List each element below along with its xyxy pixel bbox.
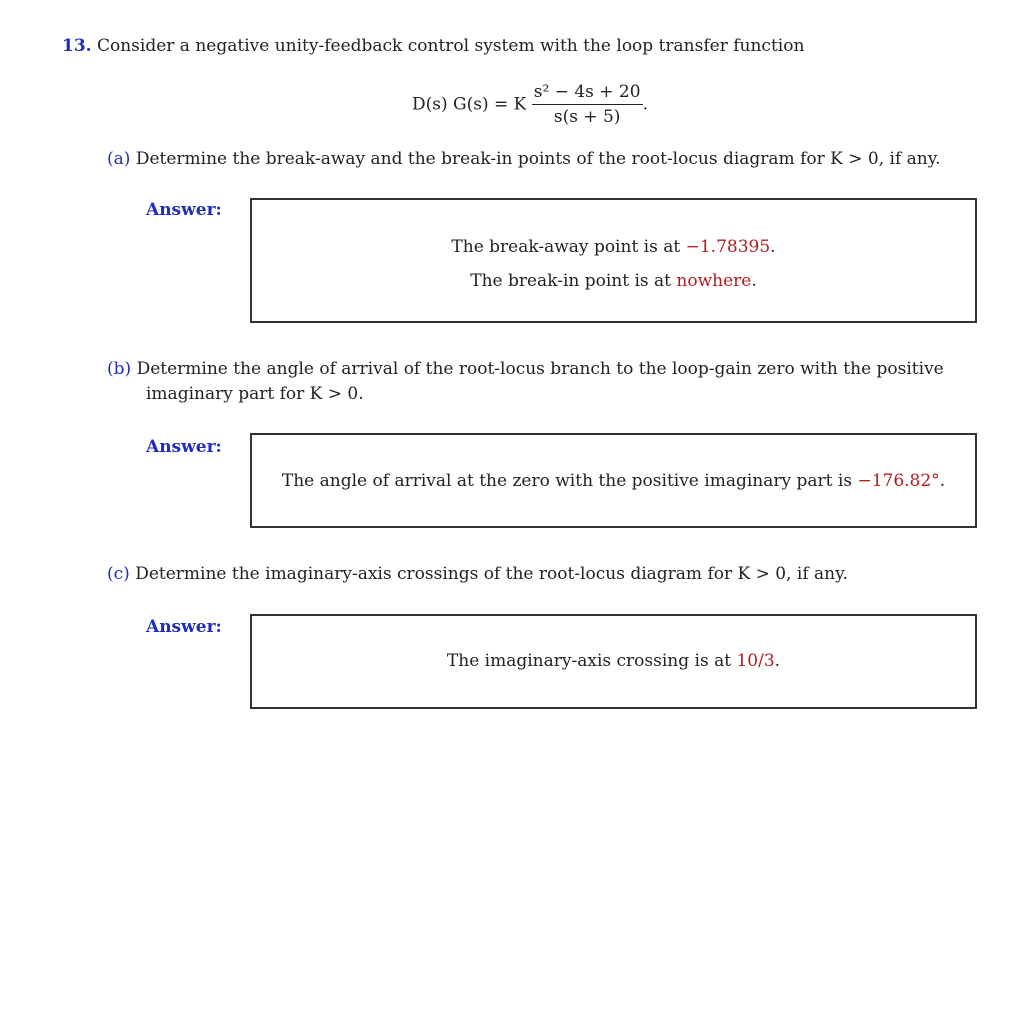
part-b-answer-line [252,470,975,492]
crossing-prefix: The imaginary-axis crossing is at [446,651,737,671]
part-b-text-1: Determine the angle of arrival of the root-locus branch to the loop-gain zero with the positive [136,359,944,379]
break-away-suffix: . [770,237,776,257]
part-b-answer-label: Answer: [146,437,222,457]
angle-prefix: The angle of arrival at the zero with the positive imaginary part is [281,471,858,491]
part-a-answer-line-1 [252,236,975,258]
part-c-answer-box [250,614,977,709]
transfer-function-equation [412,82,648,127]
equation-lhs: D(s) G(s) = K [412,94,527,115]
angle-value: −176.82° [857,471,940,491]
break-in-suffix: . [751,271,757,291]
part-c-question [107,563,848,585]
problem-text: Consider a negative unity-feedback control system with the loop transfer function [96,36,805,56]
crossing-value: 10/3 [736,651,775,671]
problem-number: 13. [62,36,92,56]
part-c-answer-line [252,650,975,672]
part-c-answer-label: Answer: [146,617,222,637]
part-a-answer-box [250,198,977,323]
crossing-suffix: . [774,651,781,671]
part-b-answer-box [250,433,977,528]
equation-fraction [532,82,643,127]
break-in-value: nowhere [676,271,752,291]
problem-statement [62,35,804,57]
part-a-answer-label: Answer: [146,200,222,220]
part-c-text: Determine the imaginary-axis crossings of the root-locus diagram for K > 0, if any. [135,564,848,584]
equation-end: . [642,94,648,115]
part-b-question [107,358,944,380]
part-a-label: (a) [107,149,131,169]
part-c-label: (c) [107,564,130,584]
part-b-label: (b) [107,359,132,379]
equation-numerator: s² − 4s + 20 [532,82,643,105]
break-away-value: −1.78395 [685,237,771,257]
break-in-prefix: The break-in point is at [470,271,677,291]
part-b-text-2: imaginary part for K > 0. [146,384,364,404]
angle-suffix: . [939,471,946,491]
part-a-text: Determine the break-away and the break-in points of the root-locus diagram for K > 0, if any. [135,149,941,169]
equation-denominator: s(s + 5) [553,107,621,127]
part-a-question [107,148,940,170]
part-a-answer-line-2 [252,270,975,292]
break-away-prefix: The break-away point is at [451,237,686,257]
